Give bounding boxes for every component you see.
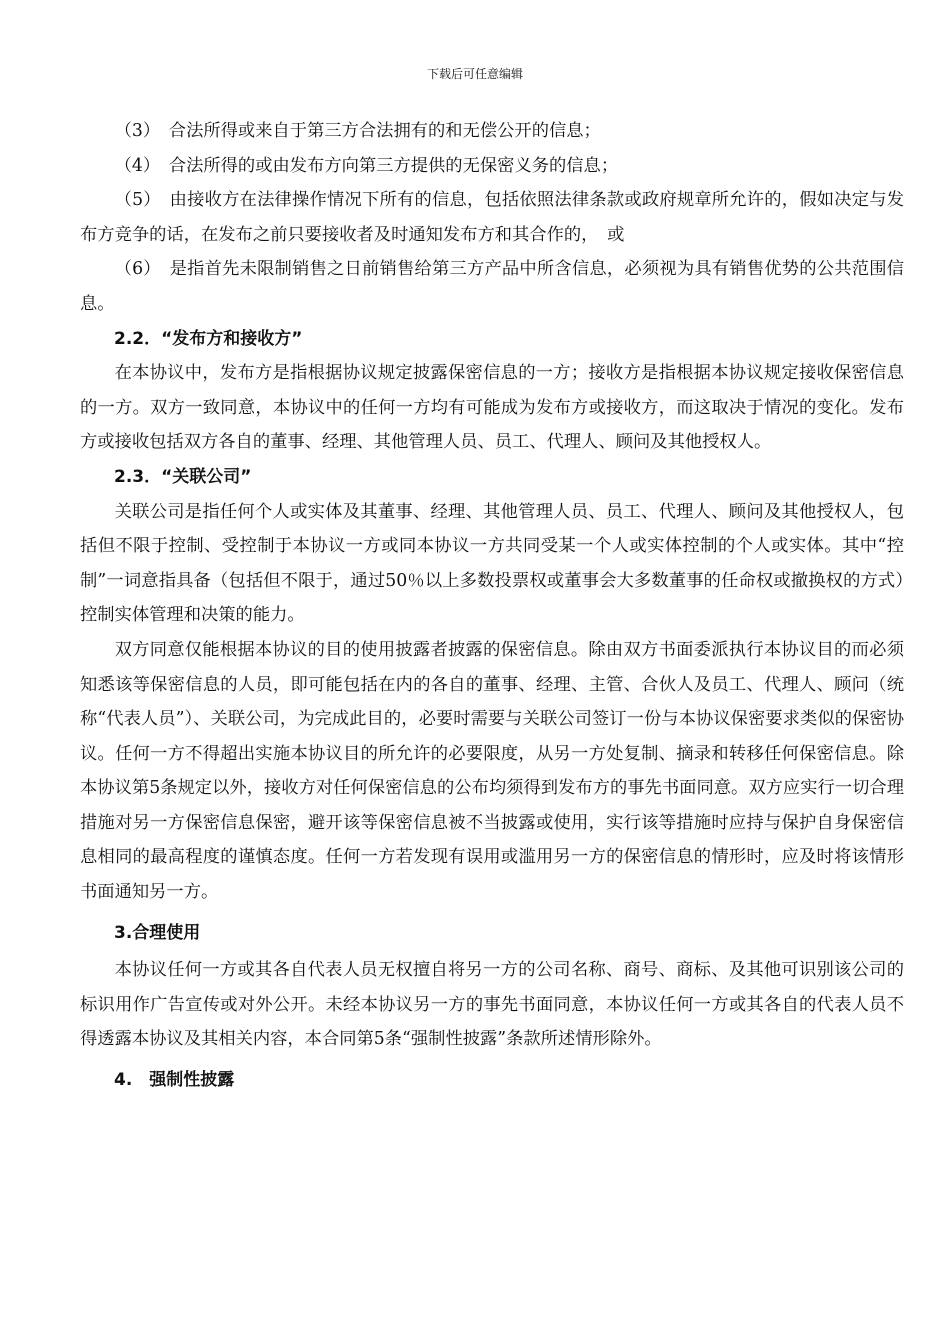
clause-item-6: （6） 是指首先未限制销售之日前销售给第三方产品中所含信息，必须视为具有销售优势的公共范围信息。 [80,259,904,314]
clause-item-5: （5） 由接收方在法律操作情况下所有的信息，包括依照法律条款或政府规章所允许的，假如决定与发布方竞争的话，在发布之前只要接收者及时通知发布方和其合作的， 或 [80,190,904,245]
section-heading-3: 3.合理使用 [114,922,201,943]
paragraph-affiliates: 关联公司是指任何个人或实体及其董事、经理、其他管理人员、员工、代理人、顾问及其他授权人，包括但不限于控制、受控制于本协议一方或同本协议一方共同受某一个人或实体控制的个人或实体。其中“控制”一词意指具备（包括但不限于，通过50％以上多数投票权或董事会大多数董事的任命权或撤换权的方式）控制实体管理和决策的能力。 [80,501,904,626]
paragraph-discloser-recipient: 在本协议中，发布方是指根据协议规定披露保密信息的一方；接收方是指根据本协议规定接收保密信息的一方。双方一致同意，本协议中的任何一方均有可能成为发布方或接收方，而这取决于情况的变化。发布方或接收包括双方各自的董事、经理、其他管理人员、员工、代理人、顾问及其他授权人。 [80,363,904,453]
section-heading-2-3: 2.3．“关联公司” [114,466,252,487]
section-heading-4: 4. 强制性披露 [114,1070,235,1091]
clause-item-3: （3） 合法所得或来自于第三方合法拥有的和无偿公开的信息； [114,121,601,141]
clause-item-4: （4） 合法所得的或由发布方向第三方提供的无保密义务的信息； [114,155,619,176]
page-header: 下载后可任意编辑 [426,67,523,81]
paragraph-use-of-confidential-info: 双方同意仅能根据本协议的目的使用披露者披露的保密信息。除由双方书面委派执行本协议目的而必须知悉该等保密信息的人员，即可能包括在内的各自的董事、经理、主管、合伙人及员工、代理人、顾问（统称“代表人员”）、关联公司，为完成此目的，必要时需要与关联公司签订一份与本协议保密要求类似的保密协议。任何一方不得超出实施本协议目的所允许的必要限度，从另一方处复制、摘录和转移任何保密信息。除本协议第5条规定以外，接收方对任何保密信息的公布均须得到发布方的事先书面同意。双方应实行一切合理措施对另一方保密信息保密，避开该等保密信息被不当披露或使用，实行该等措施时应持与保护自身保密信息相同的最高程度的谨慎态度。任何一方若发现有误用或滥用另一方的保密信息的情形时，应及时将该情形书面通知另一方。 [80,639,904,903]
document-body [80,114,904,1101]
paragraph-reasonable-use: 本协议任何一方或其各自代表人员无权擅自将另一方的公司名称、商号、商标、及其他可识别该公司的标识用作广告宣传或对外公开。未经本协议另一方的事先书面同意，本协议任何一方或其各自的代表人员不得透露本协议及其相关内容，本合同第5条“强制性披露”条款所述情形除外。 [80,960,904,1050]
section-heading-2-2: 2.2．“发布方和接收方” [114,328,303,349]
